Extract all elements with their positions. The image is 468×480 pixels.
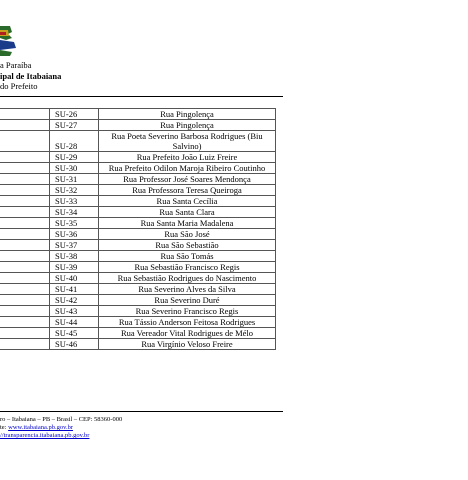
table-row (0, 262, 276, 273)
row-blank-cell (0, 262, 50, 273)
footer (0, 416, 122, 440)
row-blank-cell (0, 273, 50, 284)
table-row (0, 152, 276, 163)
footer-site-line (0, 424, 122, 432)
row-street-name: Rua Severino Francisco Regis (99, 306, 276, 317)
letterhead (0, 60, 61, 92)
row-street-name: Rua São José (99, 229, 276, 240)
footer-address: ro – Itabaiana – PB – Brasil – CEP: 58360-000 (0, 416, 123, 423)
table-row (0, 284, 276, 295)
row-code: SU-36 (50, 229, 99, 240)
row-street-name: Rua Professor José Soares Mendonça (99, 174, 276, 185)
table-row (0, 131, 276, 152)
row-blank-cell (0, 174, 50, 185)
row-code: SU-33 (50, 196, 99, 207)
row-street-name: Rua Prefeito Odilon Maroja Ribeiro Coutinho (99, 163, 276, 174)
website-link[interactable]: www.itabaiana.pb.gov.br (8, 424, 73, 431)
row-code: SU-40 (50, 273, 99, 284)
table-row (0, 339, 276, 350)
footer-divider (0, 411, 283, 412)
row-code: SU-43 (50, 306, 99, 317)
row-blank-cell (0, 163, 50, 174)
table-row (0, 120, 276, 131)
table-row (0, 229, 276, 240)
row-street-name: Rua Santa Clara (99, 207, 276, 218)
coat-of-arms-icon (0, 22, 18, 58)
table-row (0, 328, 276, 339)
row-blank-cell (0, 152, 50, 163)
row-code: SU-37 (50, 240, 99, 251)
row-street-name: Rua São Sebastião (99, 240, 276, 251)
row-blank-cell (0, 131, 50, 152)
row-code: SU-30 (50, 163, 99, 174)
table-row (0, 306, 276, 317)
table-row (0, 109, 276, 120)
row-code: SU-27 (50, 120, 99, 131)
table-row (0, 317, 276, 328)
row-blank-cell (0, 120, 50, 131)
row-blank-cell (0, 339, 50, 350)
table-row (0, 174, 276, 185)
footer-site-prefix: te: (0, 424, 9, 431)
row-code: SU-32 (50, 185, 99, 196)
row-code: SU-29 (50, 152, 99, 163)
row-blank-cell (0, 251, 50, 262)
state-name: a Paraíba (0, 60, 32, 70)
table-row (0, 240, 276, 251)
row-street-name: Rua Severino Duré (99, 295, 276, 306)
row-blank-cell (0, 295, 50, 306)
row-blank-cell (0, 317, 50, 328)
table-row (0, 273, 276, 284)
row-blank-cell (0, 196, 50, 207)
row-street-name: Rua Santa Maria Madalena (99, 218, 276, 229)
table-row (0, 196, 276, 207)
row-blank-cell (0, 306, 50, 317)
row-code: SU-34 (50, 207, 99, 218)
row-street-name: Rua Prefeito João Luiz Freire (99, 152, 276, 163)
row-code: SU-26 (50, 109, 99, 120)
row-blank-cell (0, 240, 50, 251)
row-street-name: Rua Professora Teresa Queiroga (99, 185, 276, 196)
row-code: SU-39 (50, 262, 99, 273)
row-code: SU-38 (50, 251, 99, 262)
row-street-name: Rua Pingolença (99, 120, 276, 131)
row-code: SU-45 (50, 328, 99, 339)
street-table (0, 108, 276, 350)
municipality-name: ipal de Itabaiana (0, 70, 62, 81)
row-code: SU-42 (50, 295, 99, 306)
row-code: SU-41 (50, 284, 99, 295)
table-row (0, 207, 276, 218)
row-street-name: Rua Vereador Vital Rodrigues de Mélo (99, 328, 276, 339)
row-street-name: Rua Poeta Severino Barbosa Rodrigues (Biu Salvino) (99, 131, 276, 152)
row-street-name: Rua Pingolença (99, 109, 276, 120)
row-street-name: Rua Santa Cecília (99, 196, 276, 207)
row-code: SU-44 (50, 317, 99, 328)
row-blank-cell (0, 185, 50, 196)
footer-transparency-line (0, 432, 122, 440)
row-code: SU-35 (50, 218, 99, 229)
table-row (0, 251, 276, 262)
row-blank-cell (0, 284, 50, 295)
row-street-name: Rua Virgínio Veloso Freire (99, 339, 276, 350)
row-blank-cell (0, 328, 50, 339)
row-code: SU-28 (50, 131, 99, 152)
row-street-name: Rua São Tomás (99, 251, 276, 262)
table-row (0, 295, 276, 306)
row-street-name: Rua Tássio Anderson Feitosa Rodrigues (99, 317, 276, 328)
row-blank-cell (0, 207, 50, 218)
row-blank-cell (0, 218, 50, 229)
row-street-name: Rua Sebastião Rodrigues do Nascimento (99, 273, 276, 284)
office-name: do Prefeito (0, 81, 38, 91)
row-street-name: Rua Sebastião Francisco Regis (99, 262, 276, 273)
table-row (0, 185, 276, 196)
transparency-link[interactable]: //transparencia.itabaiana.pb.gov.br (0, 432, 90, 439)
table-row (0, 163, 276, 174)
row-blank-cell (0, 109, 50, 120)
header-divider (0, 96, 283, 97)
row-code: SU-31 (50, 174, 99, 185)
row-blank-cell (0, 229, 50, 240)
row-code: SU-46 (50, 339, 99, 350)
table-row (0, 218, 276, 229)
row-street-name: Rua Severino Alves da Silva (99, 284, 276, 295)
